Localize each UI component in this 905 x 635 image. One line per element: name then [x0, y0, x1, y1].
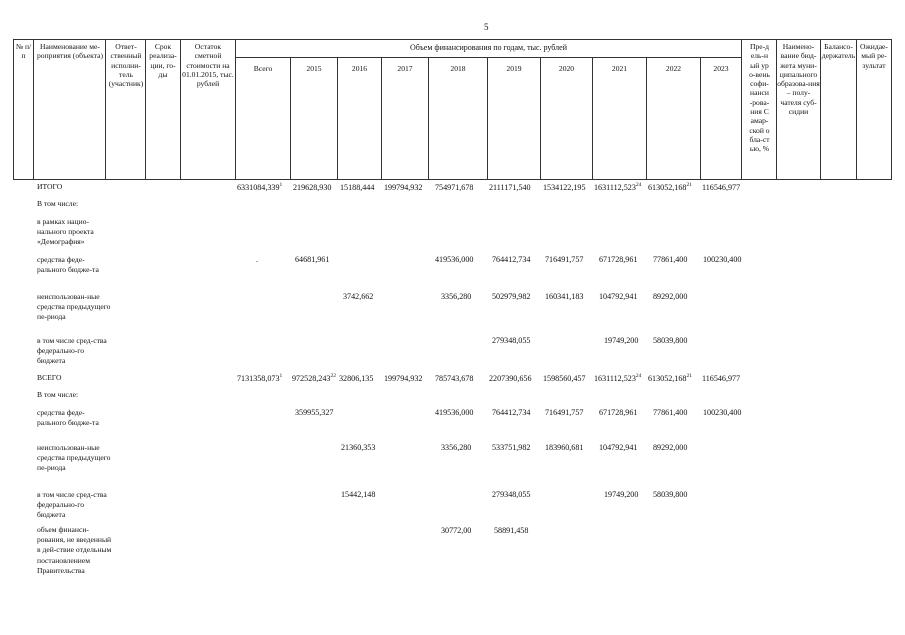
- cell-unused1-2022: 89292,000: [653, 292, 688, 301]
- cell-fed2-2022: 77861,400: [653, 408, 688, 417]
- cell-fed2-2020: 716491,757: [545, 408, 584, 417]
- cell-vsego-2019: 2207390,656: [489, 374, 532, 383]
- row-label-incl-fed1: в том числе сред-ства федерально-го бюджета: [37, 336, 107, 366]
- cell-itogo-2020: 1534122,195: [543, 183, 586, 192]
- cell-fed1-2020: 716491,757: [545, 255, 584, 264]
- cell-vsego-2018: 785743,678: [435, 374, 474, 383]
- cell-itogo-2023: 116546,977: [702, 183, 741, 192]
- cell-fed2-2015: 359955,327: [295, 408, 334, 417]
- header-period: Срок реализа-ции, го-ды: [149, 42, 177, 79]
- row-label-not-enacted: объем финанси-рования, не введенный в дей-ствие отдельным постановлением Правительства: [37, 525, 112, 575]
- cell-vsego-2017: 199794,932: [384, 374, 423, 383]
- header-year-2019: 2019: [506, 64, 522, 73]
- row-label-itogo-including: В том числе:: [37, 199, 79, 208]
- cell-fed2-2018: 419536,000: [435, 408, 474, 417]
- header-holder: Балансо-держатель: [821, 42, 856, 61]
- cell-itogo-2017: 199794,932: [384, 183, 423, 192]
- cell-vsego-total: 7131358,073$^1$: [237, 373, 283, 383]
- cell-fed1-2015: 64681,961: [295, 255, 330, 264]
- cell-incl-fed1-2019: 279348,055: [492, 336, 531, 345]
- cell-unused1-2018: 3356,280: [441, 292, 472, 301]
- cell-itogo-2022: 613052,168$^{21}$: [648, 182, 692, 192]
- cell-itogo-total: 6331084,339$^1$: [237, 182, 283, 192]
- header-responsible: Ответ-ственный исполни-тель (участник): [108, 42, 144, 89]
- cell-unused2-2018: 3356,280: [441, 443, 472, 452]
- row-label-vsego-including: В том числе:: [37, 390, 79, 399]
- header-remainder: Остаток сметной стоимости на 01.01.2015, тыс. рублей: [182, 42, 234, 89]
- cell-itogo-2018: 754971,678: [435, 183, 474, 192]
- row-label-vsego: ВСЕГО: [37, 373, 62, 382]
- cell-vsego-2023: 116546,977: [702, 374, 741, 383]
- cell-unused1-2019: 502979,982: [492, 292, 531, 301]
- cell-incl-fed1-2022: 58039,800: [653, 336, 688, 345]
- cell-vsego-2021: 1631112,523$^{24}$: [594, 373, 642, 383]
- cell-incl-fed2-2022: 58039,800: [653, 490, 688, 499]
- cell-not-enacted-2019: 58891,458: [494, 526, 529, 535]
- header-year-2023: 2023: [713, 64, 729, 73]
- header-budget-name: Наимено-вание бюд-жета муни-ципального образова-ния – полу-чателя суб-сидии: [777, 42, 820, 117]
- cell-vsego-2020: 1598560,457: [543, 374, 586, 383]
- cell-fed2-2021: 671728,961: [599, 408, 638, 417]
- row-label-incl-fed2: в том числе сред-ства федерально-го бюджета: [37, 490, 107, 520]
- cell-unused2-2021: 104792,941: [599, 443, 638, 452]
- header-year-2016: 2016: [351, 64, 368, 73]
- header-max-level: Пре-дель-ный уро-вень софи-нанси-рова-ния Самар-ской обла-стью, %: [749, 42, 770, 154]
- row-label-national-project: в рамках нацио-нального проекта «Демография»: [37, 217, 94, 247]
- cell-incl-fed2-2021: 19749,200: [604, 490, 639, 499]
- row-label-fed1: средства феде-рального бюдже-та: [37, 255, 99, 275]
- cell-unused1-2021: 104792,941: [599, 292, 638, 301]
- cell-fed1-2018: 419536,000: [435, 255, 474, 264]
- cell-unused1-2016: 3742,662: [343, 292, 374, 301]
- cell-vsego-2016: 32806,135: [339, 374, 374, 383]
- cell-unused2-2019: 533751,982: [492, 443, 531, 452]
- row-label-fed2: средства феде-рального бюдже-та: [37, 408, 99, 428]
- cell-itogo-2021: 1631112,523$^{24}$: [594, 182, 642, 192]
- cell-itogo-2015: 219628,930: [293, 183, 332, 192]
- page-number: 5: [484, 22, 489, 32]
- row-label-itogo: ИТОГО: [37, 182, 63, 191]
- cell-incl-fed2-2016: 15442,148: [341, 490, 376, 499]
- header-year-2018: 2018: [450, 64, 466, 73]
- cell-fed2-2023: 100230,400: [703, 408, 742, 417]
- cell-incl-fed1-2021: 19749,200: [604, 336, 639, 345]
- cell-fed2-2019: 764412,734: [492, 408, 531, 417]
- cell-itogo-2016: 15188,444: [340, 183, 375, 192]
- cell-fed1-2019: 764412,734: [492, 255, 531, 264]
- header-name: Наименование ме-роприятия (объекта): [37, 42, 103, 61]
- header-total: Всего: [253, 64, 273, 73]
- row-label-unused1: неиспользован-ные средства предыдущего пе-риода: [37, 292, 111, 322]
- header-num: № п/п: [15, 42, 32, 61]
- cell-vsego-2022: 613052,168$^{21}$: [648, 373, 692, 383]
- cell-fed1-total: .: [256, 255, 259, 264]
- cell-unused2-2016: 21360,353: [341, 443, 376, 452]
- header-result: Ожидае-мый ре-зультат: [860, 42, 888, 70]
- cell-vsego-2015: 972528,243$^{22}$: [292, 373, 336, 383]
- cell-unused2-2020: 183960,681: [545, 443, 584, 452]
- cell-fed1-2022: 77861,400: [653, 255, 688, 264]
- header-year-2022: 2022: [665, 64, 682, 73]
- header-year-2017: 2017: [397, 64, 413, 73]
- cell-unused1-2020: 160341,183: [545, 292, 584, 301]
- header-funding: Объем финансирования по годам, тыс. рублей: [410, 43, 567, 52]
- cell-fed1-2021: 671728,961: [599, 255, 638, 264]
- cell-itogo-2019: 2111171,540: [489, 183, 531, 192]
- cell-unused2-2022: 89292,000: [653, 443, 688, 452]
- row-label-unused2: неиспользован-ные средства предыдущего пе-риода: [37, 443, 111, 473]
- cell-incl-fed2-2019: 279348,055: [492, 490, 531, 499]
- header-year-2015: 2015: [306, 64, 322, 73]
- cell-fed1-2023: 100230,400: [703, 255, 742, 264]
- header-year-2021: 2021: [611, 64, 628, 73]
- cell-not-enacted-2018: 30772,00: [441, 526, 472, 535]
- header-year-2020: 2020: [558, 64, 575, 73]
